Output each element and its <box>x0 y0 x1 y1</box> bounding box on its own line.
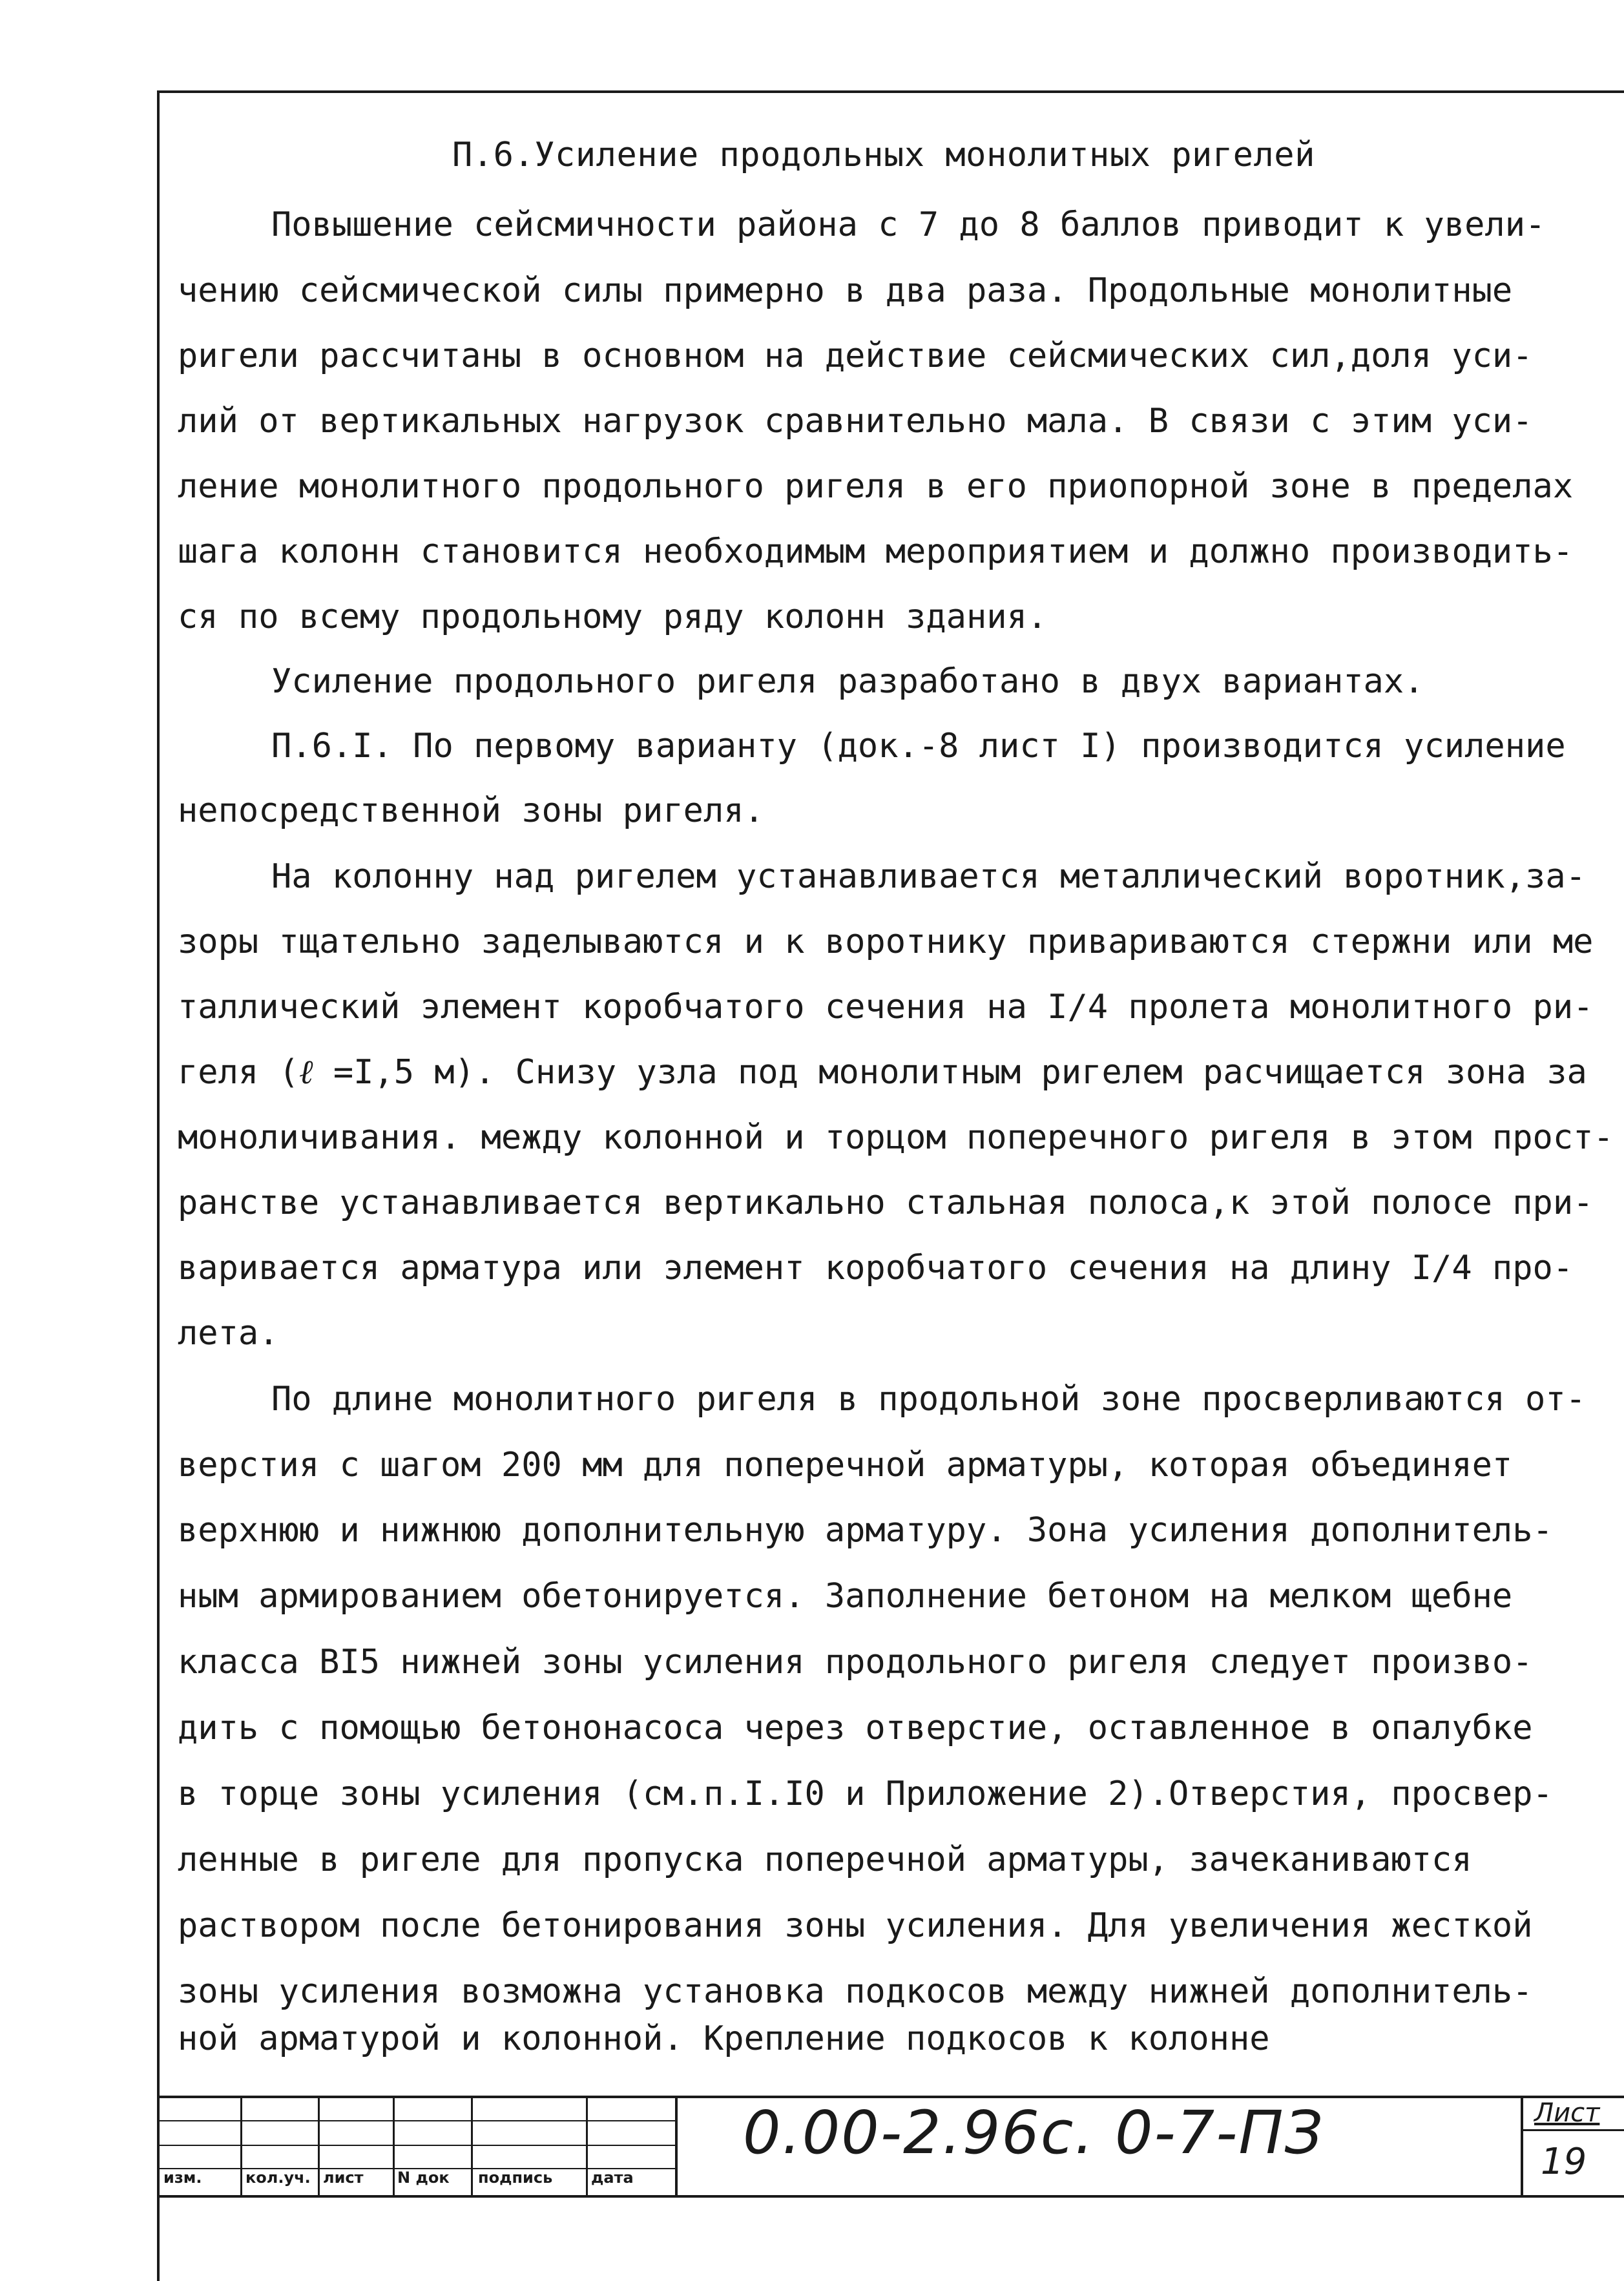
revision-col-line <box>586 2096 588 2195</box>
text-line: лета. <box>178 1314 279 1353</box>
label-doc-number: N док <box>397 2169 450 2187</box>
text-line: ригели рассчитаны в основном на действие сейсмических сил,доля уси- <box>178 337 1533 375</box>
text-line: раствором после бетонирования зоны усиления. Для увеличения жесткой <box>178 1906 1533 1945</box>
section-heading: П.6.Усиление продольных монолитных ригелей <box>452 136 1315 174</box>
text-line <box>178 1053 1587 1092</box>
text-line: ранстве устанавливается вертикально стальная полоса,к этой полосе при- <box>178 1183 1594 1222</box>
text-line: шага колонн становится необходимым мероприятием и должно производить- <box>178 532 1574 571</box>
revision-col-line <box>318 2096 320 2195</box>
text-line: зоны усиления возможна установка подкосов между нижней дополнитель- <box>178 1972 1533 2011</box>
text-line: верстия с шагом 200 мм для поперечной арматуры, которая объединяет <box>178 1446 1513 1484</box>
ell-symbol: ℓ <box>298 1053 313 1092</box>
revision-row-line <box>157 2120 675 2121</box>
sheet-box-divider <box>1521 2129 1624 2131</box>
text-line: ся по всему продольному ряду колонн здания. <box>178 598 1048 636</box>
revision-row-line <box>157 2145 675 2146</box>
text-line: ленные в ригеле для пропуска поперечной арматуры, зачеканиваются <box>178 1840 1472 1879</box>
sheet-number: 19 <box>1541 2141 1587 2183</box>
sheet-label: Лист <box>1534 2098 1600 2128</box>
text-line: зоры тщательно заделываются и к воротнику привариваются стержни или ме <box>178 922 1594 961</box>
revision-col-line <box>240 2096 242 2195</box>
text-line: ной арматурой и колонной. Крепление подкосов к колонне <box>178 2019 1270 2058</box>
label-count: кол.уч. <box>245 2169 311 2187</box>
text-line: Повышение сейсмичности района с 7 до 8 баллов приводит к увели- <box>271 205 1546 244</box>
revision-col-line <box>471 2096 473 2195</box>
text-line: По длине монолитного ригеля в продольной зоне просверливаются от- <box>271 1380 1586 1419</box>
text-line: чению сейсмической силы примерно в два раза. Продольные монолитные <box>178 271 1513 310</box>
text-line: На колонну над ригелем устанавливается металлический воротник,за- <box>271 857 1586 896</box>
text-line: таллический элемент коробчатого сечения на I/4 пролета монолитного ри- <box>178 988 1594 1026</box>
text-line: ным армированием обетонируется. Заполнение бетоном на мелком щебне <box>178 1577 1513 1616</box>
text-line: дить с помощью бетононасоса через отверстие, оставленное в опалубке <box>178 1709 1533 1747</box>
text-line: класса BI5 нижней зоны усиления продольного ригеля следует произво- <box>178 1643 1533 1682</box>
label-sheet: лист <box>323 2169 364 2187</box>
text-fragment: =I,5 м). Снизу узла под монолитным ригелем расчищается зона за <box>313 1053 1587 1092</box>
text-line: Усиление продольного ригеля разработано в двух вариантах. <box>271 662 1424 701</box>
document-code: 0.00-2.96с. 0-7-ПЗ <box>743 2098 1324 2167</box>
text-line: лий от вертикальных нагрузок сравнительно мала. В связи с этим уси- <box>178 402 1533 441</box>
label-date: дата <box>591 2169 634 2187</box>
text-line: непосредственной зоны ригеля. <box>178 791 764 830</box>
text-line: ление монолитного продольного ригеля в его приопорной зоне в пределах <box>178 467 1574 506</box>
title-block-bottom-border <box>157 2195 1624 2198</box>
label-change: изм. <box>163 2169 202 2187</box>
text-fragment: геля ( <box>178 1053 299 1092</box>
text-line: П.6.I. По первому варианту (док.-8 лист I) производится усиление <box>271 727 1566 766</box>
revision-col-line <box>393 2096 395 2195</box>
label-signature: подпись <box>478 2169 553 2187</box>
text-line: верхнюю и нижнюю дополнительную арматуру. Зона усиления дополнитель- <box>178 1511 1553 1550</box>
text-line: варивается арматура или элемент коробчатого сечения на длину I/4 про- <box>178 1249 1574 1287</box>
title-block-separator <box>675 2096 678 2195</box>
text-line: моноличивания. между колонной и торцом поперечного ригеля в этом прост- <box>178 1118 1614 1157</box>
text-line: в торце зоны усиления (см.п.I.I0 и Приложение 2).Отверстия, просвер- <box>178 1775 1553 1813</box>
